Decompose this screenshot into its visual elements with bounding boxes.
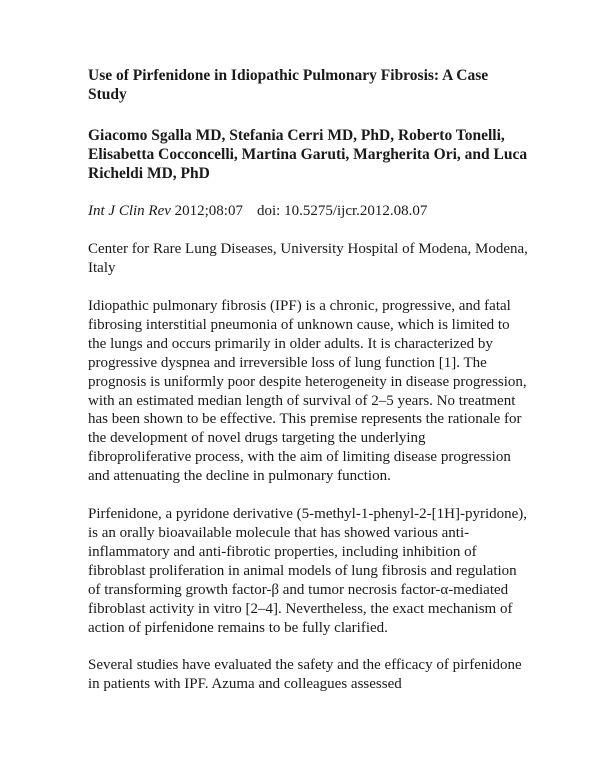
citation-line [88,202,528,221]
affiliation: Center for Rare Lung Diseases, University Hospital of Modena, Modena, Italy [88,241,528,276]
journal-issue: 2012;08:07 [170,203,243,219]
document-page [88,66,528,713]
journal-name: Int J Clin Rev [88,203,171,219]
article-title: Use of Pirfenidone in Idiopathic Pulmonary Fibrosis: A Case Study [88,67,489,103]
body-paragraph-3: Several studies have evaluated the safety and the efficacy of pirfenidone in patients with IPF. Azuma and colleagues assessed [88,657,522,693]
doi: doi: 10.5275/ijcr.2012.08.07 [256,203,428,219]
author-list: Giacomo Sgalla MD, Stefania Cerri MD, PhD, Roberto Tonelli, Elisabetta Cocconcelli, Martina Garuti, Margherita Ori, and Luca Richeldi MD, PhD [88,127,528,182]
body-paragraph-1: Idiopathic pulmonary fibrosis (IPF) is a chronic, progressive, and fatal fibrosing interstitial pneumonia of unknown cause, which is limited to the lungs and occurs primarily in older adults. It is characterized by progressive dyspnea and irreversible loss of lung function [1]. The prognosis is uniformly poor despite heterogeneity in disease progression, with an estimated median length of survival of 2–5 years. No treatment has been shown to be effective. This premise represents the rationale for the development of novel drugs targeting the underlying fibroproliferative process, with the aim of limiting disease progression and attenuating the decline in pulmonary function. [88,298,527,485]
body-paragraph-2: Pirfenidone, a pyridone derivative (5-methyl-1-phenyl-2-[1H]-pyridone), is an orally bioavailable molecule that has showed various anti-inflammatory and anti-fibrotic properties, including inhibition of fibroblast proliferation in animal models of lung fibrosis and regulation of transforming growth factor-β and tumor necrosis factor-α-mediated fibroblast activity in vitro [2–4]. Nevertheless, the exact mechanism of action of pirfenidone remains to be fully clarified. [88,506,528,636]
